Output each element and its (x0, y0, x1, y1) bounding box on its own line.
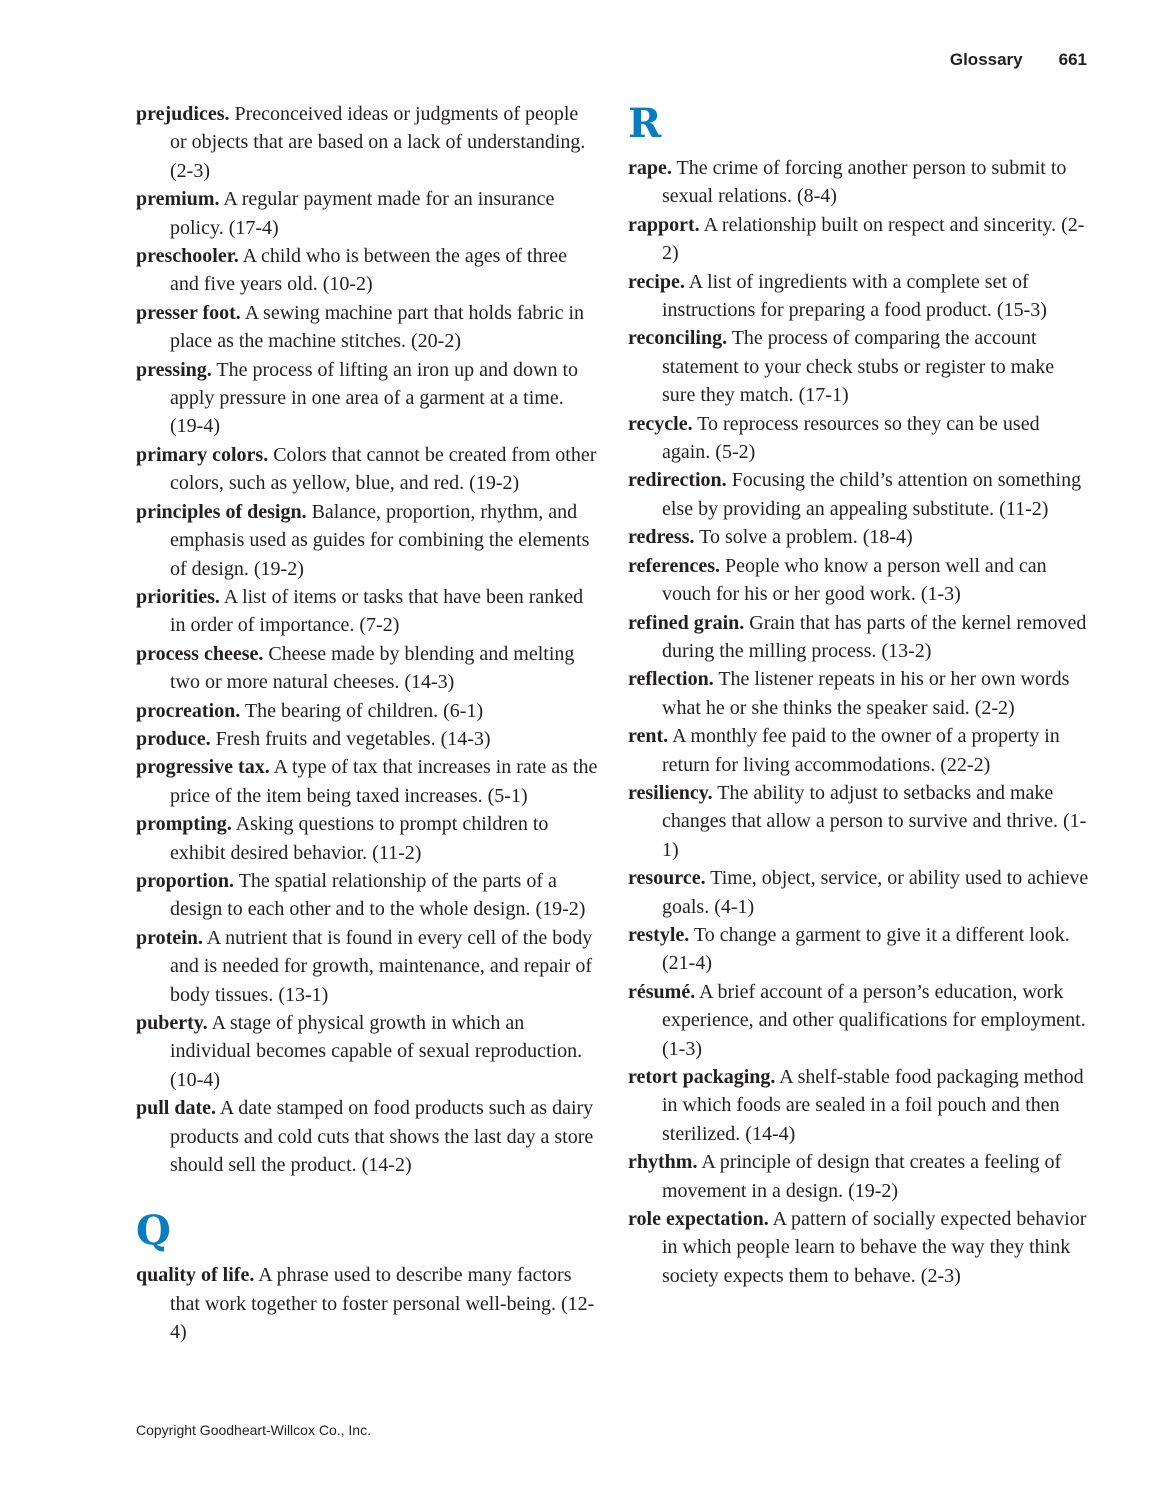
glossary-definition: A list of ingredients with a complete set of instructions for preparing a food product. (15-3) (662, 270, 1047, 322)
glossary-term: résumé. (628, 980, 696, 1003)
glossary-definition: The listener repeats in his or her own words what he or she thinks the speaker said. (2-2) (662, 668, 1070, 719)
glossary-definition: The ability to adjust to setbacks and make changes that allow a person to survive and thrive. (1-1) (662, 781, 1087, 861)
glossary-entry (628, 211, 1090, 268)
glossary-definition: A sewing machine part that holds fabric in place as the machine stitches. (20-2) (170, 301, 585, 353)
glossary-term: protein. (136, 926, 203, 949)
glossary-entry (628, 466, 1090, 523)
glossary-definition: A date stamped on food products such as dairy products and cold cuts that shows the last day a store should sell the product. (14-2) (170, 1097, 594, 1177)
glossary-entry (628, 1148, 1090, 1205)
glossary-entry (628, 609, 1090, 666)
glossary-definition: A monthly fee paid to the owner of a property in return for living accommodations. (22-2) (662, 725, 1060, 776)
letter-heading-r: R (628, 100, 662, 147)
glossary-term: primary colors. (136, 443, 269, 466)
glossary-definition: The bearing of children. (6-1) (240, 699, 484, 722)
glossary-definition: A pattern of socially expected behavior in which people learn to behave the way they think society expects them to behave. (2-3) (662, 1208, 1087, 1287)
glossary-term: rhythm. (628, 1151, 698, 1174)
glossary-definition: A phrase used to describe many factors that work together to foster personal well-being. (12-4) (170, 1264, 595, 1344)
glossary-term: pressing. (136, 358, 212, 381)
glossary-entry (628, 1063, 1090, 1148)
glossary-term: puberty. (136, 1012, 208, 1034)
glossary-definition: To reprocess resources so they can be used again. (5-2) (662, 412, 1040, 464)
glossary-term: rent. (628, 725, 669, 748)
glossary-entry (628, 978, 1090, 1063)
glossary-entry (136, 725, 598, 753)
glossary-term: recipe. (628, 270, 685, 293)
letter-heading-q: Q (136, 1207, 171, 1255)
glossary-definition: The spatial relationship of the parts of a design to each other and to the whole design. (19-2) (170, 869, 586, 921)
page-number: 661 (1058, 50, 1087, 69)
glossary-term: premium. (136, 188, 220, 211)
glossary-definition: A type of tax that increases in rate as the price of the item being taxed increases. (5-1) (170, 756, 598, 807)
glossary-entry (628, 665, 1090, 722)
glossary-definition: Asking questions to prompt children to exhibit desired behavior. (11-2) (170, 813, 549, 864)
glossary-entry (628, 523, 1090, 551)
glossary-entry (136, 441, 598, 498)
entries-q (136, 1261, 598, 1346)
glossary-entry (628, 921, 1090, 978)
glossary-term: resiliency. (628, 781, 713, 804)
glossary-term: presser foot. (136, 301, 241, 324)
glossary-entry (628, 268, 1090, 325)
glossary-definition: Preconceived ideas or judgments of people or objects that are based on a lack of understanding. (2-3) (170, 103, 586, 182)
glossary-entry (628, 1205, 1090, 1290)
glossary-entry (136, 185, 598, 242)
glossary-term: prompting. (136, 813, 232, 836)
glossary-term: reflection. (628, 668, 714, 691)
glossary-entry (136, 753, 598, 810)
glossary-term: rape. (628, 157, 672, 179)
glossary-entry (136, 1261, 598, 1346)
glossary-term: redirection. (628, 469, 727, 492)
glossary-term: reconciling. (628, 327, 728, 350)
entries-r (628, 154, 1090, 1290)
right-column (628, 100, 1090, 1290)
glossary-term: rapport. (628, 213, 700, 236)
glossary-entry (628, 779, 1090, 864)
glossary-term: progressive tax. (136, 756, 270, 779)
glossary-entry (628, 864, 1090, 921)
left-column (136, 100, 598, 1347)
glossary-term: principles of design. (136, 500, 307, 523)
section-title: Glossary (949, 50, 1023, 69)
glossary-entry (136, 100, 598, 185)
glossary-entry (136, 810, 598, 867)
glossary-term: refined grain. (628, 611, 745, 634)
glossary-term: produce. (136, 727, 211, 750)
glossary-term: role expectation. (628, 1208, 769, 1231)
glossary-entry (628, 552, 1090, 609)
glossary-term: resource. (628, 867, 706, 890)
glossary-definition: Grain that has parts of the kernel removed during the milling process. (13-2) (662, 611, 1087, 662)
glossary-definition: Balance, proportion, rhythm, and emphasis used as guides for combining the elements of design. (19-2) (170, 500, 590, 580)
glossary-definition: A shelf-stable food packaging method in which foods are sealed in a foil pouch and then sterilized. (14-4) (662, 1066, 1084, 1145)
glossary-definition: People who know a person well and can vouch for his or her good work. (1-3) (662, 554, 1047, 606)
glossary-term: prejudices. (136, 103, 230, 125)
glossary-entry (136, 924, 598, 1009)
glossary-definition: To solve a problem. (18-4) (694, 526, 913, 549)
glossary-definition: A stage of physical growth in which an individual becomes capable of sexual reproduction. (10-4) (170, 1012, 583, 1091)
glossary-definition: To change a garment to give it a different look. (21-4) (662, 923, 1070, 975)
glossary-term: recycle. (628, 412, 693, 435)
glossary-term: preschooler. (136, 245, 239, 268)
glossary-term: references. (628, 554, 720, 577)
glossary-definition: A nutrient that is found in every cell of the body and is needed for growth, maintenance, and repair of body tissues. (13-1) (170, 926, 593, 1006)
glossary-definition: A list of items or tasks that have been ranked in order of importance. (7-2) (170, 585, 584, 637)
glossary-term: retort packaging. (628, 1066, 776, 1088)
glossary-definition: A brief account of a person’s education, work experience, and other qualifications for employment. (1-3) (662, 980, 1086, 1060)
glossary-entry (136, 299, 598, 356)
glossary-term: pull date. (136, 1097, 217, 1120)
glossary-entry (136, 1094, 598, 1179)
glossary-term: proportion. (136, 869, 234, 892)
glossary-term: redress. (628, 526, 695, 549)
glossary-entry (136, 1009, 598, 1094)
glossary-term: process cheese. (136, 642, 264, 665)
glossary-term: restyle. (628, 923, 690, 946)
glossary-definition: Focusing the child’s attention on something else by providing an appealing substitute. (11-2) (662, 469, 1082, 520)
glossary-definition: Cheese made by blending and melting two or more natural cheeses. (14-3) (170, 642, 575, 694)
glossary-definition: Colors that cannot be created from other colors, such as yellow, blue, and red. (19-2) (170, 443, 597, 495)
copyright-footer: Copyright Goodheart-Willcox Co., Inc. (136, 1422, 371, 1438)
glossary-term: quality of life. (136, 1264, 255, 1287)
glossary-definition: The process of lifting an iron up and down to apply pressure in one area of a garment at a time. (19-4) (170, 358, 578, 438)
glossary-term: procreation. (136, 699, 241, 722)
glossary-definition: A child who is between the ages of three and five years old. (10-2) (170, 245, 568, 296)
glossary-definition: The process of comparing the account statement to your check stubs or register to make sure they match. (17-1) (662, 327, 1055, 407)
glossary-entry (628, 722, 1090, 779)
running-head (950, 50, 1087, 70)
glossary-definition: A principle of design that creates a feeling of movement in a design. (19-2) (662, 1151, 1062, 1202)
glossary-entry (628, 324, 1090, 409)
glossary-entry (628, 154, 1090, 211)
glossary-entry (136, 583, 598, 640)
glossary-definition: Fresh fruits and vegetables. (14-3) (210, 727, 491, 750)
entries-p (136, 100, 598, 1179)
glossary-entry (136, 356, 598, 441)
glossary-definition: A regular payment made for an insurance policy. (17-4) (170, 188, 555, 239)
glossary-definition: A relationship built on respect and sincerity. (2-2) (662, 213, 1085, 265)
glossary-definition: Time, object, service, or ability used to achieve goals. (4-1) (662, 867, 1089, 918)
glossary-entry (136, 867, 598, 924)
glossary-entry (136, 498, 598, 583)
glossary-term: priorities. (136, 585, 220, 608)
glossary-entry (136, 242, 598, 299)
glossary-entry (136, 640, 598, 697)
glossary-entry (628, 410, 1090, 467)
glossary-definition: The crime of forcing another person to submit to sexual relations. (8-4) (662, 157, 1067, 208)
glossary-entry (136, 697, 598, 725)
